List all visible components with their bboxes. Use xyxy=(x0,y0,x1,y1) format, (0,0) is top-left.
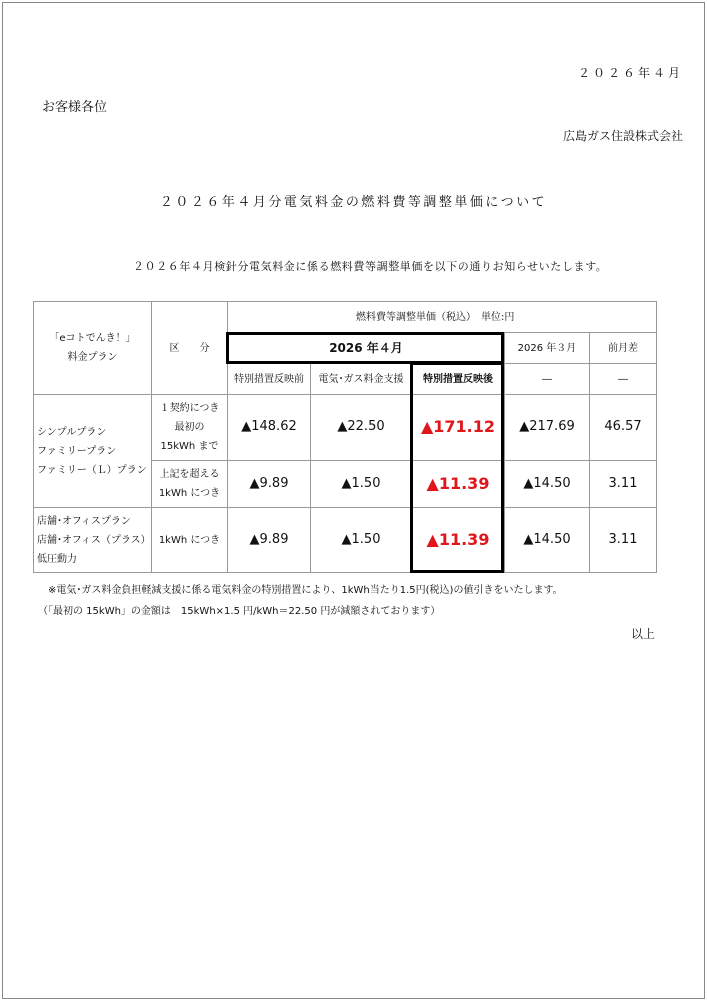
before-value: ▲148.62 xyxy=(228,395,311,461)
diff-value: 3.11 xyxy=(590,461,657,508)
rate-table xyxy=(33,301,657,573)
table-row xyxy=(34,508,657,573)
division-line: 上記を超える xyxy=(159,469,220,480)
subheader-before: 特別措置反映前 xyxy=(228,364,311,395)
division-line: １契約につき xyxy=(159,403,220,414)
current-month-header: 2026 年４月 xyxy=(228,333,505,364)
unit-header: 燃料費等調整単価（税込） 単位:円 xyxy=(228,302,657,333)
diff-value: 46.57 xyxy=(590,395,657,461)
prev-value: ▲217.69 xyxy=(505,395,590,461)
division-cell xyxy=(152,461,228,508)
plan-group-2 xyxy=(34,508,152,573)
diff-header: 前月差 xyxy=(590,333,657,364)
prev-value: ▲14.50 xyxy=(505,508,590,573)
closing-text: 以上 xyxy=(631,627,656,641)
table-row xyxy=(34,395,657,461)
plan-group-1 xyxy=(34,395,152,508)
intro-text: ２０２６年４月検針分電気料金に係る燃料費等調整単価を以下の通りお知らせいたします。 xyxy=(133,260,608,273)
support-value: ▲22.50 xyxy=(311,395,412,461)
subheader-prev: ― xyxy=(505,364,590,395)
company-name: 広島ガス住設株式会社 xyxy=(562,129,683,143)
support-value: ▲1.50 xyxy=(311,508,412,573)
subheader-support: 電気･ガス料金支援 xyxy=(311,364,412,395)
subheader-after: 特別措置反映後 xyxy=(412,364,505,395)
subheader-diff: ― xyxy=(590,364,657,395)
footnote: （「最初の 15kWh」の金額は 15kWh×1.5 円/kWh＝22.50 円が減額されております） xyxy=(38,606,441,617)
prev-value: ▲14.50 xyxy=(505,461,590,508)
after-value: ▲11.39 xyxy=(412,508,505,573)
division-cell xyxy=(152,395,228,461)
division-line: 1kWh につき xyxy=(158,488,221,499)
support-value: ▲1.50 xyxy=(311,461,412,508)
footnote: ※電気･ガス料金負担軽減支援に係る電気料金の特別措置により、1kWh当たり1.5円(税込)の値引きをいたします。 xyxy=(48,585,563,596)
before-value: ▲9.89 xyxy=(228,508,311,573)
plan-name: 店舗･オフィスプラン xyxy=(37,515,131,527)
diff-value: 3.11 xyxy=(590,508,657,573)
plan-name: シンプルプラン xyxy=(37,426,107,438)
plan-header xyxy=(34,302,152,395)
plan-name: ファミリープラン xyxy=(37,445,117,457)
document-title: ２０２６年４月分電気料金の燃料費等調整単価について xyxy=(159,195,548,210)
division-cell: 1kWh につき xyxy=(152,508,228,573)
plan-name: 低圧動力 xyxy=(37,553,77,565)
after-value: ▲171.12 xyxy=(412,395,505,461)
division-header: 区 分 xyxy=(152,302,228,395)
plan-name: ファミリー（Ｌ）プラン xyxy=(37,464,147,476)
plan-header-line: 「eコトでんき！」 xyxy=(49,333,136,344)
after-value: ▲11.39 xyxy=(412,461,505,508)
plan-name: 店舗･オフィス（プラス） xyxy=(37,534,151,546)
document-date: ２０２６年４月 xyxy=(577,66,683,80)
prev-month-header: 2026 年３月 xyxy=(505,333,590,364)
division-line: 15kWh まで xyxy=(160,441,219,452)
addressee: お客様各位 xyxy=(42,100,108,115)
plan-header-line: 料金プラン xyxy=(67,352,118,363)
before-value: ▲9.89 xyxy=(228,461,311,508)
division-line: 最初の xyxy=(174,422,205,433)
